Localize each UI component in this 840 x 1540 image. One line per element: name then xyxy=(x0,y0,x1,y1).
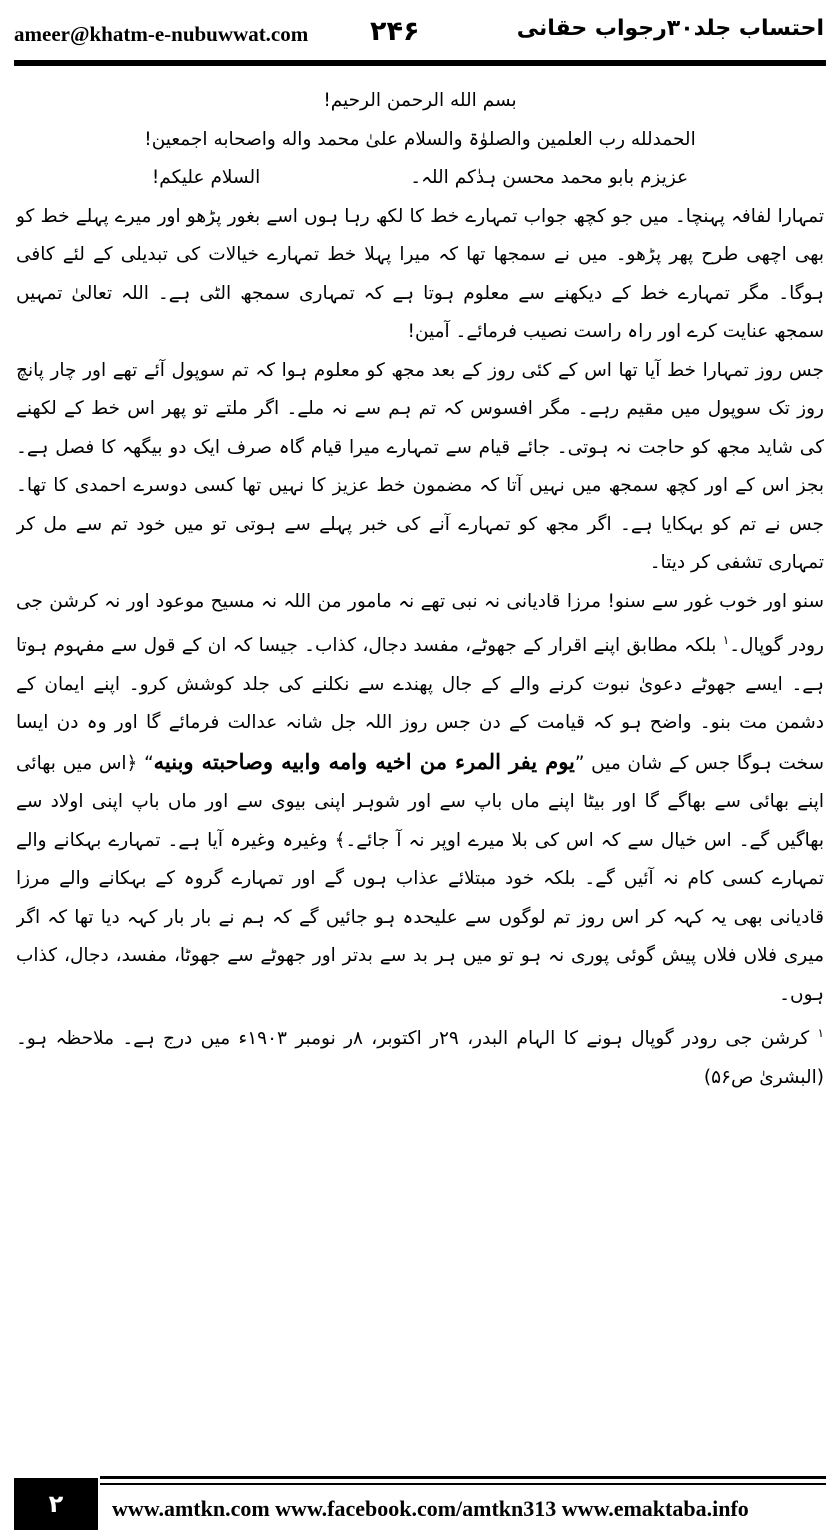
paragraph-2: جس روز تمہارا خط آیا تھا اس کے کئی روز کے بعد مجھ کو معلوم ہوا کہ تم سوپول آئے تھے اور چار پانچ روز تک سوپول میں مقیم رہے۔ مگر افسوس کہ تم ہم سے نہ ملے۔ اگر ملتے تو پھر اس خط کے لکھنے کی شاید مجھ کو حاجت نہ ہوتی۔ جائے قیام سے تمہارے میرا قیام گاہ صرف ایک دو بیگھہ کا فصل ہے۔ بجز اس کے اور کچھ سمجھ میں نہیں آتا کہ مضمون خط عزیز کا نہیں تھا کسی دوسرے احمدی کا تھا۔ جس نے تم کو بہکایا ہے۔ اگر مجھ کو تمہارے آنے کی خبر پہلے سے ہوتی تو میں خود تم سے مل کر تمہاری تشفی کر دیتا۔ xyxy=(16,359,824,573)
header-divider xyxy=(14,60,826,66)
header-email: ameer@khatm-e-nubuwwat.com xyxy=(14,22,309,46)
footer-divider xyxy=(100,1476,826,1479)
header-page-number: ۲۴۶ xyxy=(370,16,420,47)
paragraph-3-part-2: بلکہ مطابق اپنے اقرار کے جھوٹے، مفسد دجال، کذاب۔ جیسا کہ ان کے قول سے مفہوم ہوتا ہے۔ ایسے جھوٹے دعویٰ نبوت کرنے والے کے جال پھندے سے نکلنے کی جلد کوشش کرو۔ اپنے ایمان کے دشمن مت بنو۔ واضح ہو کہ قیامت کے دن جس روز اللہ جل شانہ عدالت فرمائے گا اور وہ دن ایسا سخت ہوگا جس کے شان میں ” xyxy=(16,635,824,774)
letter-body xyxy=(16,82,824,1452)
addressee: عزیزم بابو محمد محسن ہدٰکم اللہ۔ xyxy=(410,167,689,188)
footnote-text: کرشن جی رودر گوپال ہونے کا الہام البدر، ۲۹ر اکتوبر، ۸ر نومبر ۱۹۰۳ء میں درج ہے۔ ملاحظہ ہو۔ (البشریٰ ص۵۶) xyxy=(16,1028,824,1088)
page-footer xyxy=(0,1466,840,1540)
header-book-title: احتساب جلد۳۰رجواب حقانی xyxy=(516,16,824,41)
paragraph-3-part-3: “ ﴿اس میں بھائی اپنے بھائی سے بھاگے گا اور بیٹا اپنے ماں باپ سے اور شوہر اپنی بیوی سے اور ماں باپ اپنی اولاد سے بھاگیں گے۔ اس خیال سے کہ اس کی بلا میرے اوپر نہ آ جائے۔﴾ وغیرہ وغیرہ آیا ہے۔ تمہارے بہکانے والے تمہارے کسی کام نہ آئیں گے۔ بلکہ خود مبتلائے عذاب ہوں گے اور تمہارے گروہ کے بہکانے والے مرزا قادیانی بھی یہ کہہ کر اس روز تم لوگوں سے علیحدہ ہو جائیں گے کہ ہم نے بار بار کہہ دیا تھا کہ اگر میری فلاں فلاں پیش گوئی پوری نہ ہو تو میں ہر بد سے بدتر اور جھوٹے سے جھوٹا، مفسد، دجال، کذاب ہوں۔ xyxy=(16,752,824,1005)
footer-page-marker: ۲ xyxy=(14,1478,98,1530)
footnote-mark: ۱ xyxy=(817,1026,824,1041)
quran-quote: یوم یفر المرء من اخیه وامه وابیه وصاحبته وبنیه xyxy=(153,748,575,774)
footer-links: www.amtkn.com www.facebook.com/amtkn313 www.emaktaba.info xyxy=(112,1496,749,1521)
hamd-line: الحمدلله رب العلمین والصلوٰۃ والسلام علیٰ محمد واله واصحابه اجمعین! xyxy=(144,128,696,150)
salutation-line xyxy=(16,159,824,198)
paragraph-1: تمہارا لفافہ پہنچا۔ میں جو کچھ جواب تمہارے خط کا لکھ رہا ہوں اسے بغور پڑھو اور میرے پہلے خط کو بھی اچھی طرح پھر پڑھو۔ میں نے سمجھا تھا کہ میرا پہلا خط تمہارے خیالات کی تبدیلی کے لئے کافی ہوگا۔ مگر تمہارے خط کے دیکھنے سے معلوم ہوتا ہے کہ تمہاری سمجھ الٹی ہے۔ اللہ تعالیٰ تمہیں سمجھ عنایت کرے اور راہ راست نصیب فرمائے۔ آمین! xyxy=(16,205,824,342)
paragraph-3 xyxy=(16,583,824,1015)
salam: السلام علیکم! xyxy=(151,167,261,188)
footnote-reference: ۱ xyxy=(722,633,730,647)
footnote xyxy=(16,1014,824,1097)
bismillah: بسم الله الرحمن الرحیم! xyxy=(323,90,517,111)
footer-divider-thin xyxy=(100,1483,826,1485)
paragraph-3-part-1: سنو اور خوب غور سے سنو! مرزا قادیانی نہ نبی تھے نہ مامور من اللہ نہ مسیح موعود اور نہ کرشن جی رودر گوپال۔ xyxy=(16,590,824,657)
page-header xyxy=(0,0,840,68)
